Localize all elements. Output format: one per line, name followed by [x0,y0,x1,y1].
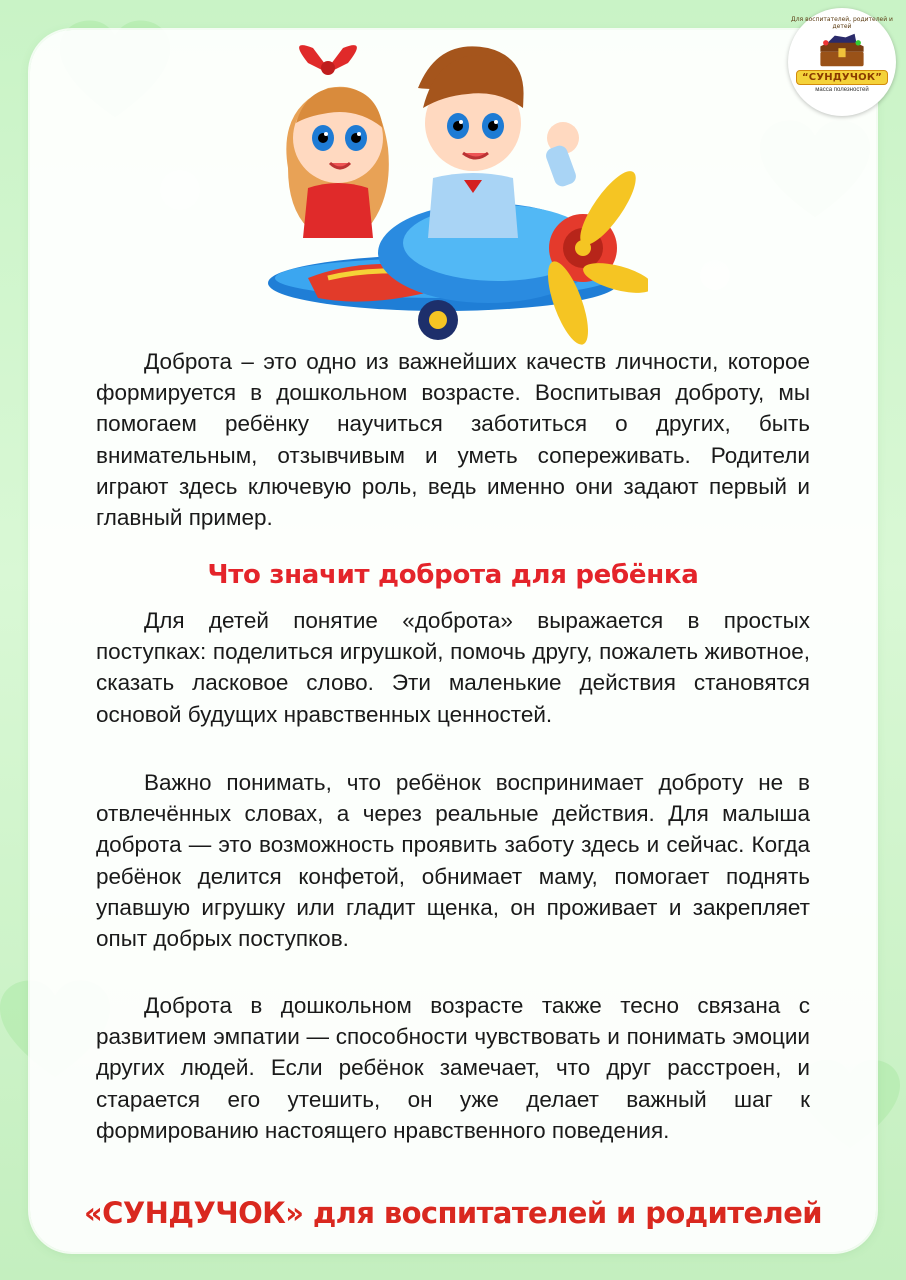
paragraph-3: Доброта в дошкольном возрасте также тесно связана с развитием эмпатии — способности чувствовать и понимать эмоции других людей. Если ребёнок замечает, что друг расстроен, и старается его утешить, он уже делает важный шаг к формированию настоящего нравственного поведения. [96,993,810,1143]
treasure-chest-icon [815,32,869,68]
paragraph-1: Для детей понятие «доброта» выражается в простых поступках: поделиться игрушкой, помочь другу, пожалеть животное, сказать ласковое слово. Эти маленькие действия становятся основой будущих нравственных ценностей. [96,608,810,727]
sunduchok-logo [788,8,896,116]
kids-airplane-illustration [268,28,648,348]
paragraph-2: Важно понимать, что ребёнок воспринимает доброту не в отвлечённых словах, а через реальные действия. Для малыша доброта — это возможность проявить заботу здесь и сейчас. Когда ребёнок делится конфетой, обнимает маму, помогает поднять упавшую игрушку или гладит щенка, он проживает и закрепляет опыт добрых поступков. [96,770,810,952]
section-heading: Что значит доброта для ребёнка [207,560,699,590]
footer-brand: «СУНДУЧОК» для воспитателей и родителей [84,1196,822,1230]
intro-paragraph: Доброта – это одно из важнейших качеств личности, которое формируется в дошкольном возрасте. Воспитывая доброту, мы помогаем ребёнку научиться заботиться о других, быть внимательным, отзывчивым и уметь сопереживать. Родители играют здесь ключевую роль, ведь именно они задают первый и главный пример. [96,349,810,531]
logo-ring-text: Для воспитателей, родителей и детей [791,16,893,30]
logo-name: “СУНДУЧОК” [796,70,888,85]
logo-tagline: масса полезностей [815,86,869,93]
